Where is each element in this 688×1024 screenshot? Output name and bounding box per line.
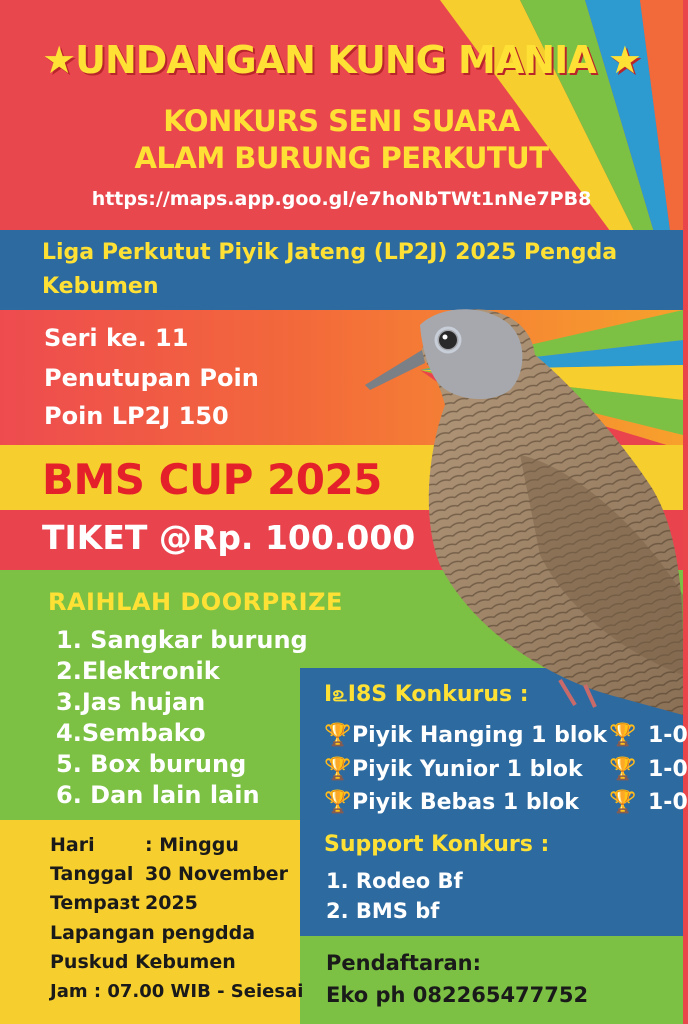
league-line1: Liga Perkutut Piyik Jateng (LP2J) 2025 Pengda (42, 240, 618, 265)
trophy-icon: 🏆 (324, 723, 352, 748)
contest-item (324, 790, 688, 815)
date-value: 30 November (145, 863, 288, 885)
trophy-icon: 🏆 (324, 790, 352, 815)
doorprize-item: 4.Sembako (56, 719, 206, 747)
trophy-icon: 🏆 (324, 757, 352, 782)
contest-value: 1-0 (648, 790, 688, 815)
day-label: Hari (50, 834, 95, 856)
series-closing: Penutupan Poin (44, 364, 259, 392)
contest-value: 1-0 (648, 757, 688, 782)
contest-item (324, 723, 688, 748)
contest-item (324, 757, 688, 782)
ticket-price: TIKET @Rp. 100.000 (42, 518, 416, 557)
map-link[interactable]: https://maps.app.goo.gl/e7hoNbTWt1nNe7PB8 (91, 188, 592, 210)
registration-contact: Eko ph 082265477752 (326, 983, 589, 1007)
support-item: 1. Rodeo Bf (326, 869, 463, 893)
doorprize-item: 2.Elektronik (56, 657, 220, 685)
location-line1: Lapangan pengdda (50, 922, 256, 944)
event-name: BMS CUP 2025 (42, 455, 382, 504)
trophy-icon: 🏆 (609, 790, 637, 815)
schedule-time: Jam : 07.00 WIB - Seiesai (50, 981, 304, 1002)
doorprize-item: 6. Dan lain lain (56, 781, 260, 809)
trophy-icon: 🏆 (609, 757, 637, 782)
place-value: 2025 (145, 892, 198, 914)
doorprize-heading: RAIHLAH DOORPRIZE (48, 588, 343, 616)
contest-name: Piyik Hanging 1 blok (352, 723, 608, 748)
contest-name: Piyik Bebas 1 blok (352, 790, 579, 815)
schedule-date (50, 863, 288, 885)
series-number: Seri ke. 11 (44, 324, 189, 352)
bg-green-box (300, 936, 683, 1024)
poster-title: ★UNDANGAN KUNG MANIA ★ (42, 38, 641, 82)
date-label: Tanggal (50, 863, 134, 885)
place-label: Tempaзt (50, 892, 140, 914)
contest-name: Piyik Yunior 1 blok (352, 757, 583, 782)
doorprize-item: 1. Sangkar burung (56, 626, 308, 654)
day-value: : Minggu (145, 834, 239, 856)
support-item: 2. BMS bf (326, 899, 440, 923)
series-points: Poin LP2J 150 (44, 402, 229, 430)
contest-value: 1-0 (648, 723, 688, 748)
location-line2: Puskud Kebumen (50, 951, 236, 973)
league-line2: Kebumen (42, 274, 159, 299)
subtitle-line2: ALAM BURUNG PERKUTUT (134, 141, 549, 175)
doorprize-item: 5. Box burung (56, 750, 247, 778)
subtitle-line1: KONKURS SENI SUARA (163, 104, 520, 138)
dove-illustration (360, 295, 683, 715)
registration-label: Pendaftaran: (326, 951, 482, 975)
doorprize-item: 3.Jas hujan (56, 688, 206, 716)
schedule-place (50, 892, 198, 914)
contests-heading: I௨I8S Konkurus : (324, 682, 529, 707)
trophy-icon: 🏆 (609, 723, 637, 748)
support-heading: Support Konkurs : (324, 832, 550, 857)
schedule-day (50, 834, 239, 856)
